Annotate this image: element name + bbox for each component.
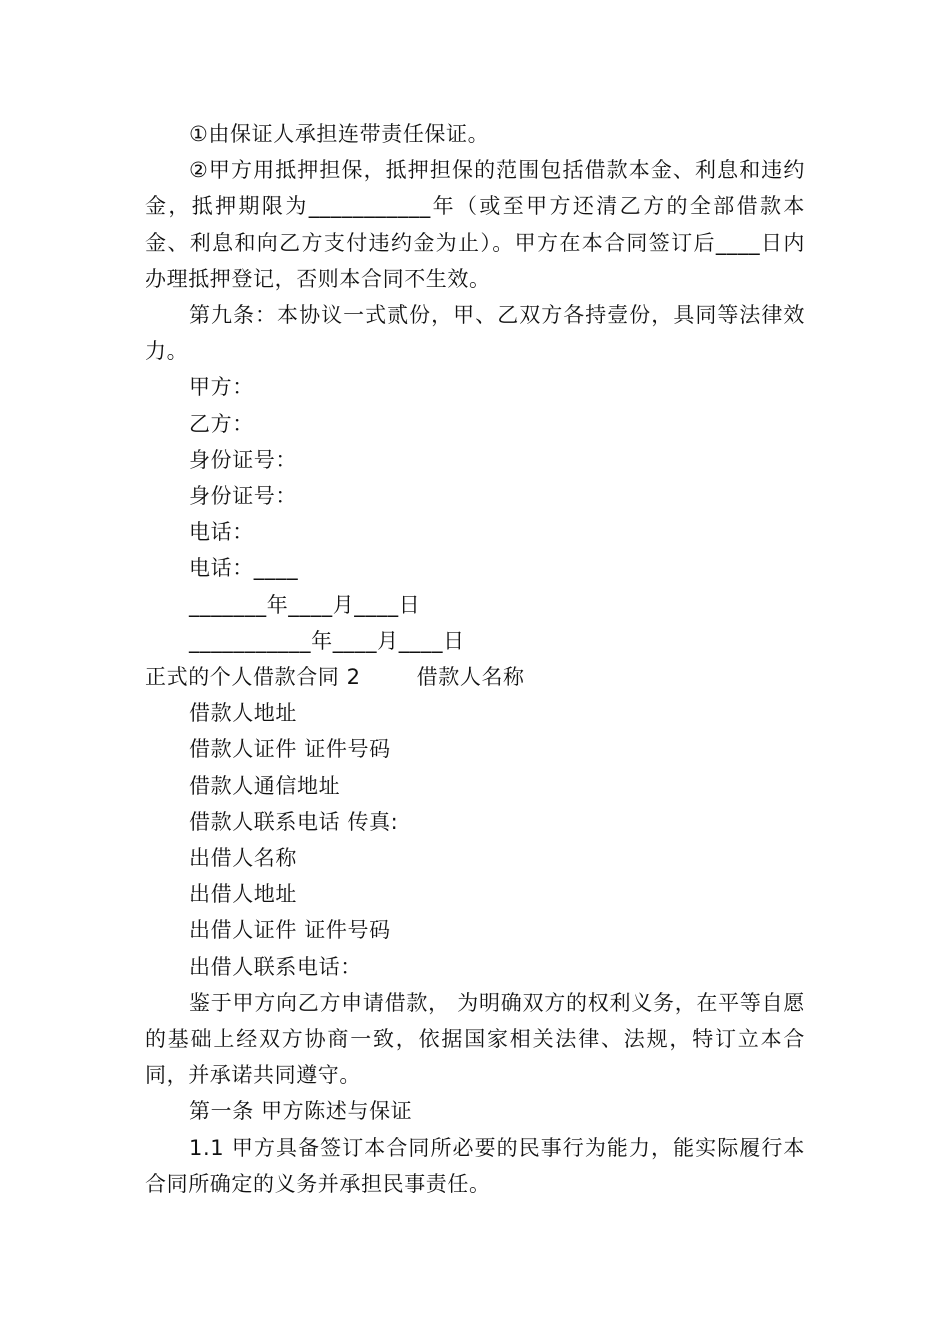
contract-2-fields	[145, 695, 805, 1202]
paragraph-party-b: 乙方：	[189, 411, 254, 436]
paragraph-phone-a: 电话：	[189, 520, 254, 545]
paragraph-borrower-address: 借款人地址	[189, 701, 297, 726]
paragraph-phone-b: 电话：____	[189, 556, 299, 581]
document-body	[145, 116, 805, 1202]
paragraph-article-1-heading: 第一条 甲方陈述与保证	[189, 1099, 413, 1124]
paragraph-article-9: 第九条：本协议一式贰份，甲、乙双方各持壹份，具同等法律效力。	[145, 303, 805, 364]
paragraph-party-a: 甲方：	[189, 375, 254, 400]
paragraph-lender-phone: 出借人联系电话：	[189, 954, 362, 979]
paragraph-guarantee-2: ②甲方用抵押担保，抵押担保的范围包括借款本金、利息和违约金，抵押期限为___________年（或至甲方还清乙方的全部借款本金、利息和向乙方支付违约金为止）。甲方在本合同签订后____日内办理抵押登记，否则本合同不生效。	[145, 158, 805, 291]
paragraph-guarantee-1: ①由保证人承担连带责任保证。	[189, 122, 490, 146]
paragraph-lender-name: 出借人名称	[189, 846, 297, 871]
paragraph-preamble: 鉴于甲方向乙方申请借款， 为明确双方的权利义务，在平等自愿的基础上经双方协商一致，依据国家相关法律、法规，特订立本合同，并承诺共同遵守。	[145, 990, 805, 1088]
paragraph-id-number-b: 身份证号：	[189, 484, 297, 509]
section-heading-line	[145, 659, 805, 695]
paragraph-date-a: _______年____月____日	[189, 592, 421, 617]
paragraph-date-b: ___________年____月____日	[189, 628, 465, 653]
paragraph-borrower-phone-fax: 借款人联系电话 传真:	[189, 809, 399, 834]
paragraph-lender-address: 出借人地址	[189, 882, 297, 907]
paragraph-id-number-a: 身份证号：	[189, 447, 297, 472]
paragraph-borrower-id: 借款人证件 证件号码	[189, 737, 391, 762]
borrower-name-field: 借款人名称	[416, 665, 525, 690]
paragraph-lender-id: 出借人证件 证件号码	[189, 918, 391, 943]
paragraph-borrower-mail-address: 借款人通信地址	[189, 773, 341, 798]
section-title: 正式的个人借款合同 2	[145, 665, 361, 690]
paragraph-clause-1-1: 1.1 甲方具备签订本合同所必要的民事行为能力，能实际履行本合同所确定的义务并承担民事责任。	[145, 1135, 805, 1196]
contract-clauses	[145, 116, 805, 659]
